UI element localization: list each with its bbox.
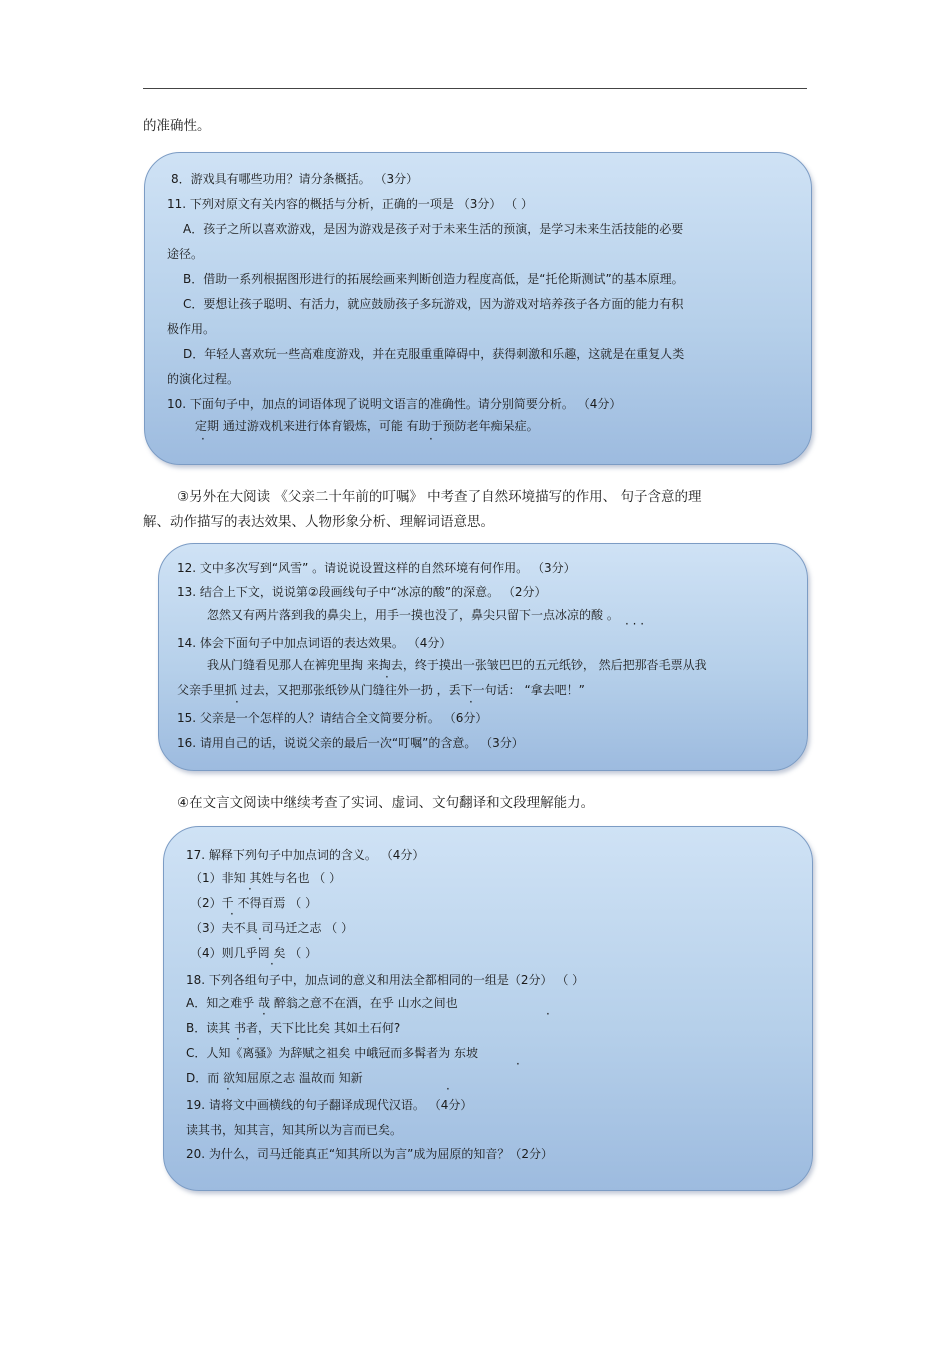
emphasis-dot: ·: [230, 907, 234, 921]
emphasis-dot: · · ·: [625, 617, 645, 631]
q12: 12. 文中多次写到“风雪” 。请说说设置这样的自然环境有何作用。 （3分）: [177, 561, 576, 575]
q19-sentence: 读其书，知其言，知其所以为言而已矣。: [186, 1123, 403, 1137]
emphasis-dot: ·: [446, 1082, 450, 1096]
q17-item-2: （2）千 不得百焉 （ ）: [190, 896, 318, 910]
q10: 10. 下面句子中，加点的词语体现了说明文语言的准确性。请分别简要分析。 （4分）: [167, 397, 622, 411]
q13-sentence: 忽然又有两片落到我的鼻尖上，用手一摸也没了，鼻尖只留下一点冰凉的酸 。: [207, 608, 619, 622]
q14: 14. 体会下面句子中加点词语的表达效果。 （4分）: [177, 636, 452, 650]
q17-item-4: （4）则几乎罔 矣 （ ）: [190, 946, 318, 960]
emphasis-dot: ·: [270, 957, 274, 971]
q18-option-c: C．人知《离骚》为辞赋之祖矣 中峨冠而多髯者为 东坡: [186, 1046, 479, 1060]
q11-option-a: A．孩子之所以喜欢游戏，是因为游戏是孩子对于未来生活的预演，是学习未来生活技能的必要: [183, 222, 684, 236]
emphasis-dot: ·: [546, 1007, 550, 1021]
header-rule: [143, 88, 807, 89]
section3-line-2: 解、动作描写的表达效果、人物形象分析、理解词语意思。: [143, 514, 494, 530]
q14-sentence-1: 我从门缝看见那人在裤兜里掏 来掏去，终于摸出一张皱巴巴的五元纸钞， 然后把那沓毛票从我: [207, 658, 707, 672]
q11-option-c: C．要想让孩子聪明、有活力，就应鼓励孩子多玩游戏，因为游戏对培养孩子各方面的能力有积: [183, 297, 684, 311]
section4-intro: ④在文言文阅读中继续考查了实词、虚词、文句翻译和文段理解能力。: [177, 795, 595, 811]
q10-sentence: 定期 通过游戏机来进行体育锻炼，可能 有助于预防老年痴呆症。: [195, 419, 539, 433]
q18-option-b: B．读其 书者，天下比比矣 其如土石何?: [186, 1021, 401, 1035]
question-box-1: [144, 152, 812, 465]
q13: 13. 结合上下文，说说第②段画线句子中“冰凉的酸”的深意。 （2分）: [177, 585, 547, 599]
q18-option-d: D．而 欲知屈原之志 温故而 知新: [186, 1071, 363, 1085]
emphasis-dot: ·: [226, 1082, 230, 1096]
question-box-2: [158, 543, 808, 771]
emphasis-dot: ·: [385, 670, 389, 684]
q16: 16. 请用自己的话，说说父亲的最后一次“叮嘱”的含意。 （3分）: [177, 736, 524, 750]
q19: 19. 请将文中画横线的句子翻译成现代汉语。 （4分）: [186, 1098, 473, 1112]
q18-option-a: A．知之难乎 哉 醉翁之意不在酒，在乎 山水之间也: [186, 996, 458, 1010]
intro-tail: 的准确性。: [143, 118, 211, 134]
q11-option-a-cont: 途径。: [167, 247, 204, 261]
emphasis-dot: ·: [248, 882, 252, 896]
q11: 11. 下列对原文有关内容的概括与分析，正确的一项是 （3分） （ ）: [167, 197, 533, 211]
q11-option-c-cont: 极作用。: [167, 322, 216, 336]
q11-option-d: D．年轻人喜欢玩一些高难度游戏，并在克服重重障碍中，获得刺激和乐趣，这就是在重复人类: [183, 347, 685, 361]
emphasis-dot: ·: [262, 1007, 266, 1021]
q18: 18. 下列各组句子中，加点词的意义和用法全都相同的一组是（2分） （ ）: [186, 973, 585, 987]
emphasis-dot: ·: [258, 932, 262, 946]
q20: 20. 为什么，司马迁能真正“知其所以为言”成为屈原的知音？（2分）: [186, 1147, 553, 1161]
question-box-3: [163, 826, 813, 1191]
q17: 17. 解释下列句子中加点词的含义。 （4分）: [186, 848, 425, 862]
emphasis-dot: ·: [469, 695, 473, 709]
q15: 15. 父亲是一个怎样的人？请结合全文简要分析。 （6分）: [177, 711, 488, 725]
emphasis-dot: ·: [429, 432, 433, 446]
q17-item-3: （3）夫不具 司马迁之志 （ ）: [190, 921, 354, 935]
q8: 8．游戏具有哪些功用？请分条概括。 （3分）: [171, 172, 419, 186]
section3-intro: [143, 485, 701, 535]
q14-sentence-2: 父亲手里抓 过去，又把那张纸钞从门缝往外一扔 ，丢下一句话： “拿去吧！”: [177, 683, 585, 697]
q11-option-d-cont: 的演化过程。: [167, 372, 240, 386]
q11-option-b: B．借助一系列根据图形进行的拓展绘画来判断创造力程度高低，是“托伦斯测试”的基本原理。: [183, 272, 684, 286]
emphasis-dot: ·: [201, 432, 205, 446]
emphasis-dot: ·: [235, 695, 239, 709]
emphasis-dot: ·: [236, 1032, 240, 1046]
q17-item-1: （1）非知 其姓与名也 （ ）: [190, 871, 342, 885]
section3-line-1: ③另外在大阅读 《父亲二十年前的叮嘱》 中考查了自然环境描写的作用、 句子含意的理: [177, 489, 702, 505]
emphasis-dot: ·: [516, 1057, 520, 1071]
